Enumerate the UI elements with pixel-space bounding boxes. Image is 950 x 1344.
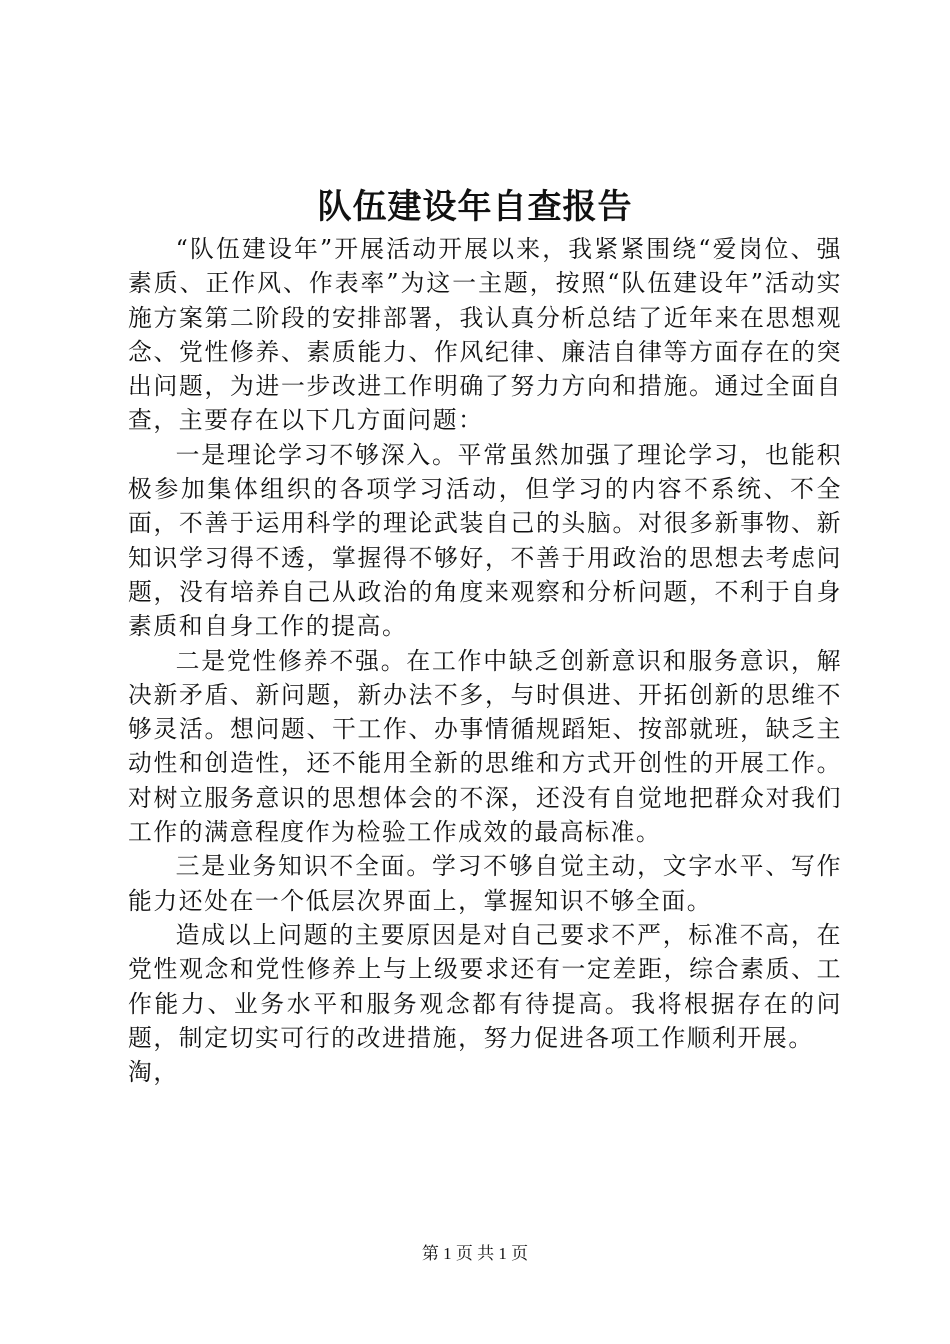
paragraph-business-knowledge: 三是业务知识不全面。学习不够自觉主动，文字水平、写作能力还处在一个低层次界面上，掌握知识不够全面。 — [128, 852, 842, 915]
paragraph-causes: 造成以上问题的主要原因是对自己要求不严，标准不高，在党性观念和党性修养上与上级要求还有一定差距，综合素质、工作能力、业务水平和服务观念都有待提高。我将根据存在的问题，制定切实可行的改进措施，努力促进各项工作顺利开展。 — [128, 920, 842, 1052]
paragraph-intro: “队伍建设年”开展活动开展以来，我紧紧围绕“爱岗位、强素质、正作风、作表率”为这一主题，按照“队伍建设年”活动实施方案第二阶段的安排部署，我认真分析总结了近年来在思想观念、党性修养、素质能力、作风纪律、廉洁自律等方面存在的突出问题，为进一步改进工作明确了努力方向和措施。通过全面自查，主要存在以下几方面问题： — [128, 235, 842, 435]
paragraph-theory-study: 一是理论学习不够深入。平常虽然加强了理论学习，也能积极参加集体组织的各项学习活动，但学习的内容不系统、不全面，不善于运用科学的理论武装自己的头脑。对很多新事物、新知识学习得不透，掌握得不够好，不善于用政治的思想去考虑问题，没有培养自己从政治的角度来观察和分析问题，不利于自身素质和自身工作的提高。 — [128, 440, 842, 641]
paragraph-party-spirit: 二是党性修养不强。在工作中缺乏创新意识和服务意识，解决新矛盾、新问题，新办法不多，与时俱进、开拓创新的思维不够灵活。想问题、干工作、办事情循规蹈矩、按部就班，缺乏主动性和创造性，还不能用全新的思维和方式开创性的开展工作。对树立服务意识的思想体会的不深，还没有自觉地把群众对我们工作的满意程度作为检验工作成效的最高标准。 — [128, 646, 842, 847]
document-title: 队伍建设年自查报告 — [317, 187, 633, 227]
document-body — [128, 232, 842, 1089]
paragraph-trailing-text: 淘， — [128, 1058, 179, 1087]
page-footer: 第 1 页 共 1 页 — [421, 1244, 529, 1263]
